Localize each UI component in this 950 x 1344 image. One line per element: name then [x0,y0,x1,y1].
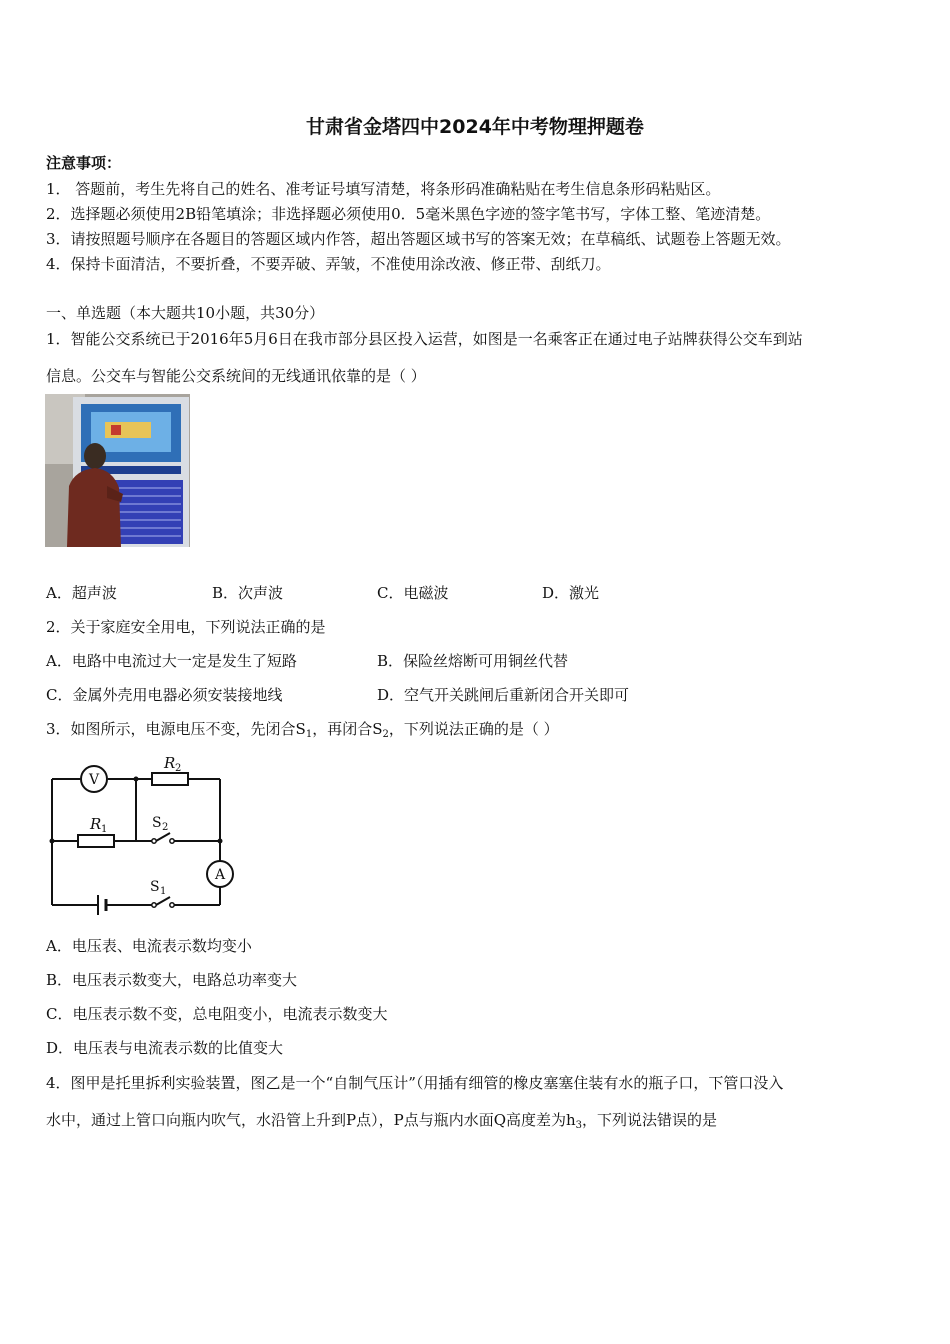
q1-option-d: D．激光 [542,584,600,602]
q1-option-c: C．电磁波 [377,584,449,602]
page-title: 甘肃省金塔四中2024年中考物理押题卷 [306,116,644,138]
q4-line2-part: 水中，通过上管口向瓶内吹气，水沿管上升到P点），P点与瓶内水面Q高度差为h [46,1111,576,1129]
notice-item: 3．请按照题号顺序在各题目的答题区域内作答，超出答题区域书写的答案无效；在草稿纸、试题卷上答题无效。 [46,230,791,248]
q3-option-b: B．电压表示数变大，电路总功率变大 [46,971,298,989]
r1-label: R [90,815,102,833]
question-1-line2: 信息。公交车与智能公交系统间的无线通讯依靠的是（ ） [46,367,426,385]
notice-item: 1． 答题前，考生先将自己的姓名、准考证号填写清楚，将条形码准确粘贴在考生信息条形码粘贴区。 [46,180,721,198]
r2-label-sub: 2 [175,763,182,774]
notice-heading: 注意事项： [46,154,122,172]
bus-stop-photo-illustration [45,394,190,547]
question-2-stem: 2．关于家庭安全用电，下列说法正确的是 [46,618,326,636]
q3-stem-part: 3．如图所示，电源电压不变，先闭合S [46,720,306,738]
s2-label: S [152,815,162,831]
q2-option-b: B．保险丝熔断可用铜丝代替 [377,652,569,670]
notice-item: 4．保持卡面清洁，不要折叠，不要弄破、弄皱，不准使用涂改液、修正带、刮纸刀。 [46,255,611,273]
s1-label-sub: 1 [160,886,167,897]
r1-resistor [78,835,114,847]
notice-item: 2．选择题必须使用2B铅笔填涂；非选择题必须使用0．5毫米黑色字迹的签字笔书写，字体工整、笔迹清楚。 [46,205,771,223]
q3-stem-part: ，下列说法正确的是（ ） [388,720,559,738]
r1-label-sub: 1 [101,824,108,835]
q2-option-a: A．电路中电流过大一定是发生了短路 [46,652,297,670]
voltmeter-label: V [88,772,100,788]
section-heading: 一、单选题（本大题共10小题，共30分） [46,304,325,322]
s1-label: S [150,879,160,895]
q1-option-a: A．超声波 [46,584,117,602]
question-4-line2 [46,1109,717,1130]
q3-stem-part: ，再闭合S [312,720,383,738]
circuit-diagram [44,757,244,922]
q3-option-d: D．电压表与电流表示数的比值变大 [46,1039,284,1057]
q2-option-d: D．空气开关跳闸后重新闭合开关即可 [377,686,630,704]
q1-option-b: B．次声波 [212,584,284,602]
r2-label: R [164,757,176,772]
q3-subscript: 2 [382,729,389,740]
q3-option-c: C．电压表示数不变，总电阻变小，电流表示数变大 [46,1005,388,1023]
q4-line2-part: ，下列说法错误的是 [582,1111,718,1129]
r2-resistor [152,773,188,785]
question-4-line1: 4．图甲是托里拆利实验装置，图乙是一个“自制气压计”（用插有细管的橡皮塞塞住装有水的瓶子口，下管口没入 [46,1074,784,1092]
q2-option-c: C．金属外壳用电器必须安装接地线 [46,686,283,704]
question-3-stem [46,718,559,739]
ammeter-label: A [214,867,226,883]
question-1-line1: 1．智能公交系统已于2016年5月6日在我市部分县区投入运营，如图是一名乘客正在通过电子站牌获得公交车到站 [46,330,803,348]
s2-label-sub: 2 [162,822,169,833]
q3-option-a: A．电压表、电流表示数均变小 [46,937,252,955]
q4-subscript: 3 [575,1120,583,1131]
bus-stop-photo [45,394,190,547]
q3-subscript: 1 [305,729,313,740]
